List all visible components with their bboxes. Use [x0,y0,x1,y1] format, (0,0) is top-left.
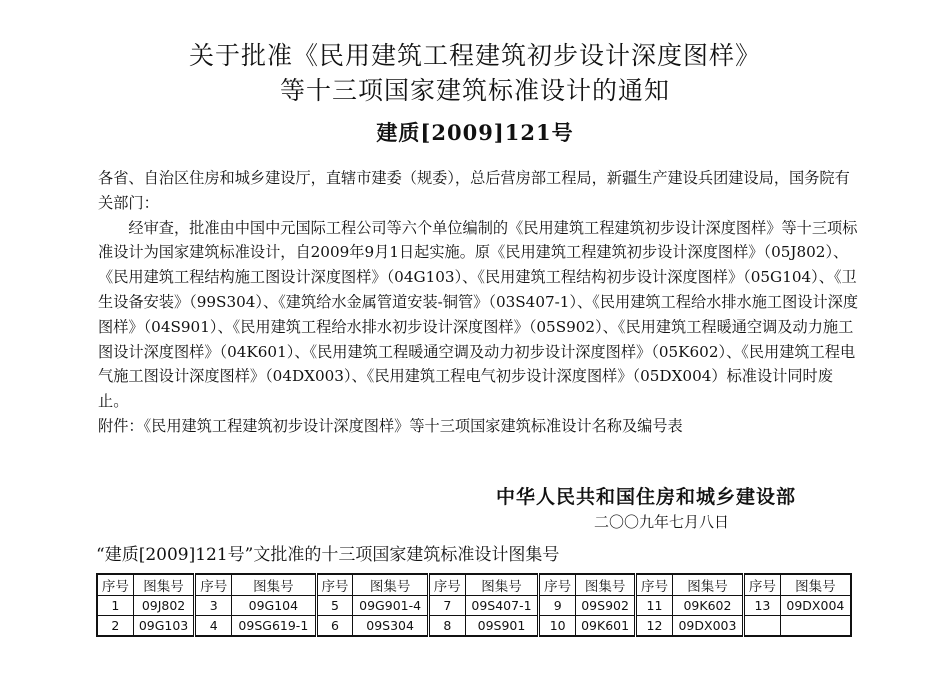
atlas-code-cell: 09G901-4 [353,596,429,616]
main-paragraph: 经审查，批准由中国中元国际工程公司等六个单位编制的《民用建筑工程建筑初步设计深度图样》等十三项标准设计为国家建筑标准设计，自2009年9月1日起实施。原《民用建筑工程建筑初步设计深度图样》（05J802）、《民用建筑工程结构施工图设计深度图样》（04G103）、《民用建筑工程结构初步设计深度图样》（05G104）、《卫生设备安装》（99S304）、《建筑给水金属管道安装-铜管》（03S407-1）、《民用建筑工程给水排水施工图设计深度图样》（04S901）、《民用建筑工程给水排水初步设计深度图样》（05S902）、《民用建筑工程暖通空调及动力施工图设计深度图样》（04K601）、《民用建筑工程暖通空调及动力初步设计深度图样》（05K602）、《民用建筑工程电气施工图设计深度图样》（04DX003）、《民用建筑工程电气初步设计深度图样》（05DX004）标准设计同时废止。 [98,218,859,411]
atlas-code-cell: 09G104 [232,596,316,616]
atlas-code-cell: 09G103 [133,616,195,637]
atlas-code-cell: 09DX003 [672,616,743,637]
header-no: 序号 [539,574,576,596]
row-number-cell: 6 [316,616,353,637]
atlas-code-cell: 09S407-1 [465,596,539,616]
row-number-cell: 7 [428,596,465,616]
header-code: 图集号 [576,574,636,596]
document-number: 建质[2009]121号 [376,120,574,145]
title-line-2: 等十三项国家建筑标准设计的通知 [279,76,670,105]
addressee: 各省、自治区住房和城乡建设厅，直辖市建委（规委），总后营房部工程局，新疆生产建设兵团建设局，国务院有关部门： [98,169,850,212]
atlas-code-cell: 09SG619-1 [232,616,316,637]
row-number-cell [744,616,781,637]
row-number-cell: 12 [636,616,673,637]
row-number-cell: 13 [744,596,781,616]
header-no: 序号 [744,574,781,596]
atlas-code-cell: 09DX004 [780,596,851,616]
issue-date: 二〇〇九年七月八日 [594,513,730,531]
atlas-code-cell: 09K602 [672,596,743,616]
title-line-1: 关于批准《民用建筑工程建筑初步设计深度图样》 [188,41,761,70]
atlas-code-cell: 09S902 [576,596,636,616]
header-code: 图集号 [780,574,851,596]
header-no: 序号 [636,574,673,596]
header-no: 序号 [316,574,353,596]
row-number-cell: 9 [539,596,576,616]
notice-body [98,166,862,439]
row-number-cell: 8 [428,616,465,637]
attachment-line: 附件：《民用建筑工程建筑初步设计深度图样》等十三项国家建筑标准设计名称及编号表 [98,416,683,435]
table-row [97,616,851,637]
row-number-cell: 10 [539,616,576,637]
table-row [97,596,851,616]
row-number-cell: 11 [636,596,673,616]
header-no: 序号 [97,574,133,596]
row-number-cell: 5 [316,596,353,616]
atlas-code-cell: 09S304 [353,616,429,637]
atlas-code-cell: 09K601 [576,616,636,637]
header-code: 图集号 [353,574,429,596]
table-title: “建质[2009]121号”文批准的十三项国家建筑标准设计图集号 [96,545,560,565]
header-no: 序号 [428,574,465,596]
row-number-cell: 1 [97,596,133,616]
atlas-code-cell: 09S901 [465,616,539,637]
row-number-cell: 4 [195,616,232,637]
row-number-cell: 3 [195,596,232,616]
atlas-number-table [96,573,852,637]
atlas-code-cell: 09J802 [133,596,195,616]
header-code: 图集号 [465,574,539,596]
atlas-code-cell [780,616,851,637]
row-number-cell: 2 [97,616,133,637]
header-no: 序号 [195,574,232,596]
header-code: 图集号 [133,574,195,596]
header-code: 图集号 [672,574,743,596]
header-code: 图集号 [232,574,316,596]
issuer-signature: 中华人民共和国住房和城乡建设部 [496,486,797,508]
table-header-row [97,574,851,596]
